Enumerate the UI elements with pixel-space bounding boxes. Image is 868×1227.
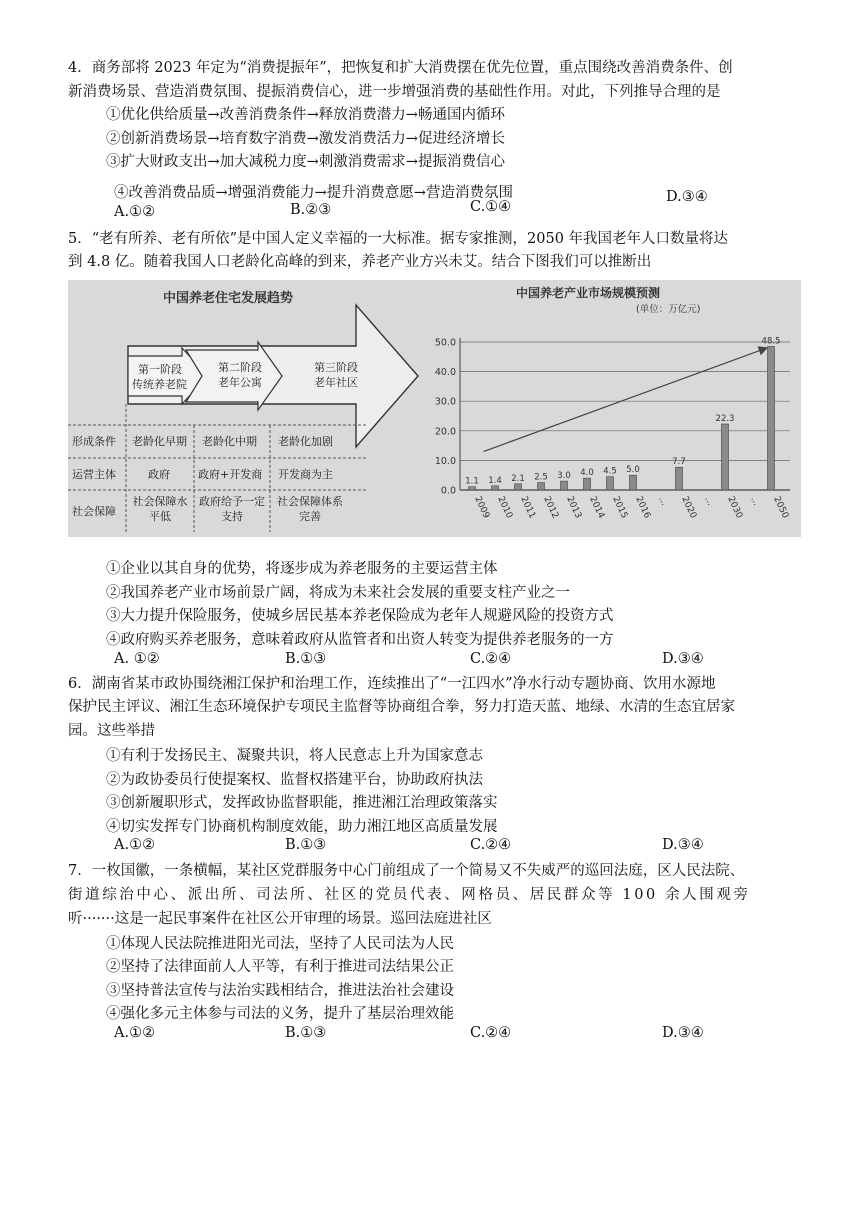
q7-option-c[interactable]: C.②④ <box>470 1025 512 1041</box>
q4-option-d[interactable]: D.③④ <box>666 189 708 205</box>
stage-3-name: 第三阶段 <box>314 361 358 374</box>
bar-value-label: 2.5 <box>534 472 548 483</box>
bar-value-label: 7.7 <box>672 457 686 468</box>
q6-stem-line2: 保护民主评议、湘江生态环境保护专项民主监督等协商组合拳，努力打造天蓝、地绿、水清的生态宜居家 <box>68 699 735 715</box>
q7-stem-line2: 街道综治中心、派出所、司法所、社区的党员代表、网格员、居民群众等 100 余人围观旁 <box>68 887 751 903</box>
q6-item-1: ①有利于发扬民主、凝聚共识，将人民意志上升为国家意志 <box>106 748 483 764</box>
q5-option-b[interactable]: B.①③ <box>285 651 327 667</box>
y-tick-label: 40.0 <box>434 367 456 379</box>
cell-conditions-1: 老龄化早期 <box>132 435 187 448</box>
bar-value-label: 3.0 <box>557 471 571 482</box>
x-tick-label: 2011 <box>518 495 538 521</box>
q4-stem-line2: 新消费场景、营造消费氛围、提振消费信心，进一步增强消费的基础性作用。对此，下列推导合理的是 <box>68 84 721 100</box>
x-tick-label: … <box>656 495 670 508</box>
bar <box>561 481 568 490</box>
q5-item-4: ④政府购买养老服务，意味着政府从监管者和出资人转变为提供养老服务的一方 <box>106 632 614 648</box>
stage-3-desc: 老年社区 <box>314 376 358 389</box>
bar <box>515 484 522 490</box>
q5-item-2: ②我国养老产业市场前景广阔，将成为未来社会发展的重要支柱产业之一 <box>106 585 570 601</box>
q6-option-a[interactable]: A.①② <box>114 837 156 853</box>
bar-value-label: 1.4 <box>488 475 502 486</box>
bar <box>630 475 637 490</box>
q4-item-3: ③扩大财政支出→加大减税力度→刺激消费需求→提振消费信心 <box>106 154 505 170</box>
x-tick-label: 2015 <box>610 495 630 521</box>
q7-option-a[interactable]: A.①② <box>114 1025 156 1041</box>
x-tick-label: 2010 <box>495 495 515 521</box>
x-tick-label: 2013 <box>564 495 584 521</box>
bar <box>538 483 545 490</box>
q7-item-3: ③坚持普法宣传与法治实践相结合，推进法治社会建设 <box>106 983 454 999</box>
x-tick-label: … <box>702 495 716 508</box>
q7-item-4: ④强化多元主体参与司法的义务，提升了基层治理效能 <box>106 1006 454 1022</box>
bar <box>492 486 499 490</box>
q6-item-3: ③创新履职形式，发挥政协监督职能，推进湘江治理政策落实 <box>106 795 498 811</box>
q5-option-a[interactable]: A. ①② <box>114 651 160 667</box>
bar <box>676 467 683 490</box>
q7-item-2: ②坚持了法律面前人人平等，有利于推进司法结果公正 <box>106 959 454 975</box>
row-label-operator: 运营主体 <box>72 468 116 481</box>
cell-security-2: 政府给予一定支持 <box>199 495 265 523</box>
q6-item-4: ④切实发挥专门协商机构制度效能，助力湘江地区高质量发展 <box>106 819 498 835</box>
q5-stem-line1: 5．“老有所养、老有所依”是中国人定义幸福的一大标准。据专家推测，2050 年我国老年人口数量将达 <box>68 231 729 247</box>
cell-conditions-2: 老龄化中期 <box>202 435 257 448</box>
cell-operator-3: 开发商为主 <box>278 468 333 481</box>
q4-option-b[interactable]: B.②③ <box>290 202 332 218</box>
cell-security-3: 社会保障体系完善 <box>277 495 343 523</box>
q7-option-b[interactable]: B.①③ <box>285 1025 327 1041</box>
q5-option-d[interactable]: D.③④ <box>662 651 704 667</box>
q4-stem-line1: 4．商务部将 2023 年定为“消费提振年”，把恢复和扩大消费摆在优先位置，重点围绕改善消费条件、创 <box>68 60 733 76</box>
y-tick-label: 10.0 <box>434 455 456 467</box>
x-tick-label: 2009 <box>472 495 492 521</box>
x-tick-label: 2014 <box>587 495 607 521</box>
stage-2-desc: 老年公寓 <box>218 376 262 389</box>
x-tick-label: 2050 <box>771 495 791 521</box>
cell-operator-1: 政府 <box>148 468 170 481</box>
x-tick-label: 2012 <box>541 495 561 521</box>
row-label-conditions: 形成条件 <box>72 435 116 448</box>
bar-value-label: 48.5 <box>761 336 781 347</box>
q4-item-4: ④改善消费品质→增强消费能力→提升消费意愿→营造消费氛围 <box>114 185 513 201</box>
q5-item-3: ③大力提升保险服务，使城乡居民基本养老保险成为老年人规避风险的投资方式 <box>106 608 614 624</box>
y-tick-label: 30.0 <box>434 396 456 408</box>
housing-trend-diagram <box>68 290 418 534</box>
bar-value-label: 2.1 <box>511 473 525 484</box>
q5-figure <box>68 280 801 537</box>
q6-stem-line3: 园。这些举措 <box>68 723 155 739</box>
cell-security-1: 社会保障水平低 <box>132 495 188 523</box>
q7-stem-line1: 7．一枚国徽，一条横幅，某社区党群服务中心门前组成了一个简易又不失威严的巡回法庭，区人民法院、 <box>68 863 745 879</box>
chart-subtitle: (单位：万亿元) <box>636 304 701 315</box>
q4-item-1: ①优化供给质量→改善消费条件→释放消费潜力→畅通国内循环 <box>106 107 505 123</box>
q4-option-c[interactable]: C.①④ <box>470 199 512 215</box>
q7-stem-line3: 听·······这是一起民事案件在社区公开审理的场景。巡回法庭进社区 <box>68 911 492 927</box>
y-tick-label: 20.0 <box>434 426 456 438</box>
bar <box>584 478 591 490</box>
q6-option-c[interactable]: C.②④ <box>470 837 512 853</box>
y-tick-label: 0.0 <box>440 485 456 497</box>
q6-stem-line1: 6．湖南省某市政协围绕湘江保护和治理工作，连续推出了“一江四水”净水行动专题协商、饮用水源地 <box>68 676 716 692</box>
bar-value-label: 22.3 <box>715 413 735 424</box>
bar <box>722 424 729 490</box>
q4-option-a[interactable]: A.①② <box>114 204 156 220</box>
bar <box>607 477 614 490</box>
bar-value-label: 4.5 <box>603 466 617 477</box>
q6-option-d[interactable]: D.③④ <box>662 837 704 853</box>
q7-option-d[interactable]: D.③④ <box>662 1025 704 1041</box>
x-tick-label: 2020 <box>679 495 699 521</box>
bar <box>469 487 476 490</box>
cell-operator-2: 政府+开发商 <box>198 468 263 481</box>
q4-item-2: ②创新消费场景→培育数字消费→激发消费活力→促进经济增长 <box>106 131 505 147</box>
q7-item-1: ①体现人民法院推进阳光司法，坚持了人民司法为人民 <box>106 936 454 952</box>
stage-1-name: 第一阶段 <box>138 363 182 376</box>
bar-value-label: 1.1 <box>465 476 479 487</box>
q6-option-b[interactable]: B.①③ <box>285 837 327 853</box>
bar-value-label: 5.0 <box>626 465 640 476</box>
x-tick-label: 2030 <box>725 495 745 521</box>
q5-option-c[interactable]: C.②④ <box>470 651 512 667</box>
x-tick-label: 2016 <box>633 495 653 521</box>
chart-title: 中国养老产业市场规模预测 <box>516 286 661 300</box>
q5-stem-line2: 到 4.8 亿。随着我国人口老龄化高峰的到来，养老产业方兴未艾。结合下图我们可以推断出 <box>68 254 652 270</box>
bar-value-label: 4.0 <box>580 468 594 479</box>
q5-item-1: ①企业以其自身的优势，将逐步成为养老服务的主要运营主体 <box>106 561 498 577</box>
market-size-chart <box>435 285 790 520</box>
q6-item-2: ②为政协委员行使提案权、监督权搭建平台，协助政府执法 <box>106 772 483 788</box>
cell-conditions-3: 老龄化加剧 <box>278 435 333 448</box>
y-tick-label: 50.0 <box>434 337 456 349</box>
x-tick-label: … <box>748 495 762 508</box>
row-label-security: 社会保障 <box>72 505 116 518</box>
bar <box>768 346 775 490</box>
stage-2-name: 第二阶段 <box>218 361 262 374</box>
housing-trend-title: 中国养老住宅发展趋势 <box>163 291 294 306</box>
stage-1-desc: 传统养老院 <box>132 378 187 391</box>
